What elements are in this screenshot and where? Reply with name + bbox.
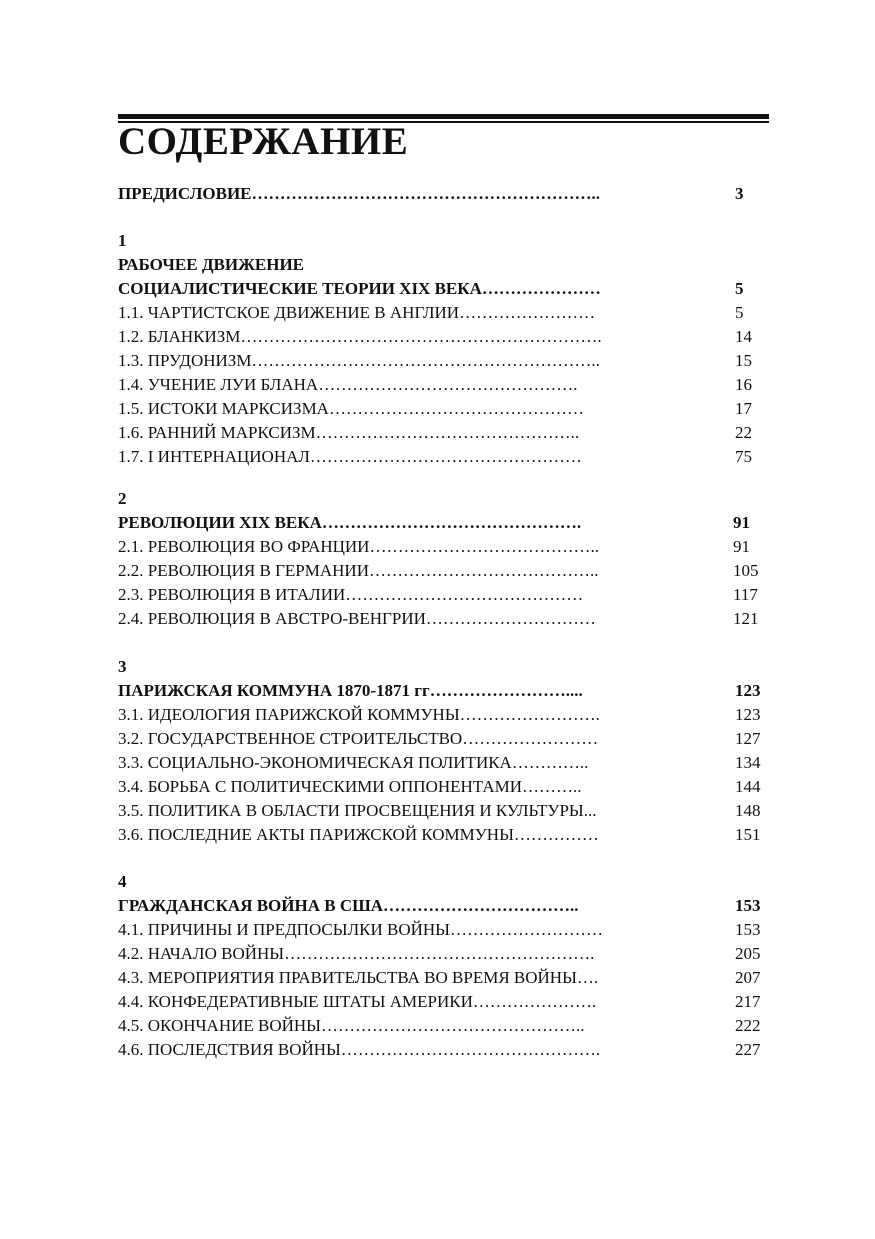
chapter-heading-entry	[118, 277, 769, 301]
entry-page-number: 121	[733, 609, 759, 628]
section-entry	[118, 559, 769, 583]
entry-title: 4.2. НАЧАЛО ВОЙНЫ……………………………………………….	[118, 944, 595, 963]
entry-page-number: 105	[733, 561, 759, 580]
entry-title: ГРАЖДАНСКАЯ ВОЙНА В США……………………………..	[118, 896, 579, 915]
section-entry	[118, 799, 769, 823]
entry-page-number: 217	[735, 992, 761, 1011]
entry-title: 2.1. РЕВОЛЮЦИЯ ВО ФРАНЦИИ…………………………………..	[118, 537, 599, 556]
section-entry	[118, 942, 769, 966]
header-rule-thick	[118, 114, 769, 119]
chapter-heading-entry	[118, 894, 769, 918]
chapter-number: 4	[118, 872, 127, 891]
entry-title: ПАРИЖСКАЯ КОММУНА 1870-1871 гг……………………....	[118, 681, 583, 700]
entry-page-number: 144	[735, 777, 761, 796]
entry-title: 1.5. ИСТОКИ МАРКСИЗМА………………………………………	[118, 399, 584, 418]
section-entry	[118, 397, 769, 421]
section-entry	[118, 1014, 769, 1038]
chapter-number: 2	[118, 489, 127, 508]
entry-page-number: 16	[735, 375, 752, 394]
entry-title: 4.1. ПРИЧИНЫ И ПРЕДПОСЫЛКИ ВОЙНЫ………………………	[118, 920, 603, 939]
entry-title: 3.1. ИДЕОЛОГИЯ ПАРИЖСКОЙ КОММУНЫ…………………….	[118, 705, 600, 724]
entry-title: 1.4. УЧЕНИЕ ЛУИ БЛАНА……………………………………….	[118, 375, 578, 394]
section-entry	[118, 751, 769, 775]
entry-title: 1.3. ПРУДОНИЗМ……………………………………………………..	[118, 351, 600, 370]
entry-page-number: 134	[735, 753, 761, 772]
entry-page-number: 5	[735, 279, 744, 298]
entry-page-number: 75	[735, 447, 752, 466]
entry-title: ПРЕДИСЛОВИЕ……………………………………………………..	[118, 184, 601, 203]
chapter-heading-entry	[118, 511, 769, 535]
entry-title: 4.3. МЕРОПРИЯТИЯ ПРАВИТЕЛЬСТВА ВО ВРЕМЯ ВОЙНЫ….	[118, 968, 599, 987]
entry-title: 2.2. РЕВОЛЮЦИЯ В ГЕРМАНИИ…………………………………..	[118, 561, 599, 580]
section-entry	[118, 703, 769, 727]
entry-title: СОЦИАЛИСТИЧЕСКИЕ ТЕОРИИ XIX ВЕКА…………………	[118, 279, 601, 298]
section-entry	[118, 445, 769, 469]
entry-page-number: 151	[735, 825, 761, 844]
section-entry	[118, 727, 769, 751]
entry-page-number: 148	[735, 801, 761, 820]
entry-title: 2.4. РЕВОЛЮЦИЯ В АВСТРО-ВЕНГРИИ…………………………	[118, 609, 596, 628]
entry-page-number: 91	[733, 513, 750, 532]
entry-title: 3.4. БОРЬБА С ПОЛИТИЧЕСКИМИ ОППОНЕНТАМИ………..	[118, 777, 582, 796]
entry-title: 2.3. РЕВОЛЮЦИЯ В ИТАЛИИ……………………………………	[118, 585, 584, 604]
entry-page-number: 17	[735, 399, 752, 418]
section-entry	[118, 823, 769, 847]
section-entry	[118, 373, 769, 397]
entry-title: 3.6. ПОСЛЕДНИЕ АКТЫ ПАРИЖСКОЙ КОММУНЫ……………	[118, 825, 599, 844]
entry-page-number: 153	[735, 920, 761, 939]
section-entry	[118, 535, 769, 559]
entry-page-number: 205	[735, 944, 761, 963]
page-title: СОДЕРЖАНИЕ	[118, 120, 409, 163]
entry-page-number: 91	[733, 537, 750, 556]
entry-page-number: 127	[735, 729, 761, 748]
section-entry	[118, 918, 769, 942]
section-entry	[118, 775, 769, 799]
chapter-title: РАБОЧЕЕ ДВИЖЕНИЕ	[118, 255, 305, 274]
section-entry	[118, 583, 769, 607]
section-entry	[118, 421, 769, 445]
section-entry	[118, 301, 769, 325]
entry-title: 1.1. ЧАРТИСТСКОЕ ДВИЖЕНИЕ В АНГЛИИ……………………	[118, 303, 596, 322]
entry-page-number: 117	[733, 585, 758, 604]
entry-page-number: 3	[735, 184, 744, 203]
entry-title: 1.7. I ИНТЕРНАЦИОНАЛ…………………………………………	[118, 447, 582, 466]
chapter-number: 3	[118, 657, 127, 676]
preface-entry	[118, 182, 769, 206]
entry-page-number: 14	[735, 327, 752, 346]
entry-page-number: 123	[735, 705, 761, 724]
entry-title: 3.2. ГОСУДАРСТВЕННОЕ СТРОИТЕЛЬСТВО……………………	[118, 729, 599, 748]
entry-title: 4.4. КОНФЕДЕРАТИВНЫЕ ШТАТЫ АМЕРИКИ………………….	[118, 992, 597, 1011]
entry-page-number: 22	[735, 423, 752, 442]
entry-page-number: 153	[735, 896, 761, 915]
entry-title: 4.5. ОКОНЧАНИЕ ВОЙНЫ………………………………………..	[118, 1016, 585, 1035]
entry-title: 1.6. РАННИЙ МАРКСИЗМ………………………………………..	[118, 423, 580, 442]
entry-title: РЕВОЛЮЦИИ XIX ВЕКА……………………………………….	[118, 513, 582, 532]
entry-title: 1.2. БЛАНКИЗМ……………………………………………………….	[118, 327, 602, 346]
section-entry	[118, 1038, 769, 1062]
section-entry	[118, 325, 769, 349]
entry-page-number: 207	[735, 968, 761, 987]
section-entry	[118, 349, 769, 373]
chapter-heading-entry	[118, 679, 769, 703]
entry-title: 3.3. СОЦИАЛЬНО-ЭКОНОМИЧЕСКАЯ ПОЛИТИКА…………..	[118, 753, 589, 772]
entry-title: 3.5. ПОЛИТИКА В ОБЛАСТИ ПРОСВЕЩЕНИЯ И КУЛЬТУРЫ...	[118, 801, 597, 820]
chapter-number: 1	[118, 231, 127, 250]
entry-page-number: 227	[735, 1040, 761, 1059]
section-entry	[118, 966, 769, 990]
section-entry	[118, 990, 769, 1014]
entry-page-number: 5	[735, 303, 744, 322]
entry-page-number: 15	[735, 351, 752, 370]
entry-page-number: 222	[735, 1016, 761, 1035]
entry-title: 4.6. ПОСЛЕДСТВИЯ ВОЙНЫ……………………………………….	[118, 1040, 601, 1059]
entry-page-number: 123	[735, 681, 761, 700]
section-entry	[118, 607, 769, 631]
